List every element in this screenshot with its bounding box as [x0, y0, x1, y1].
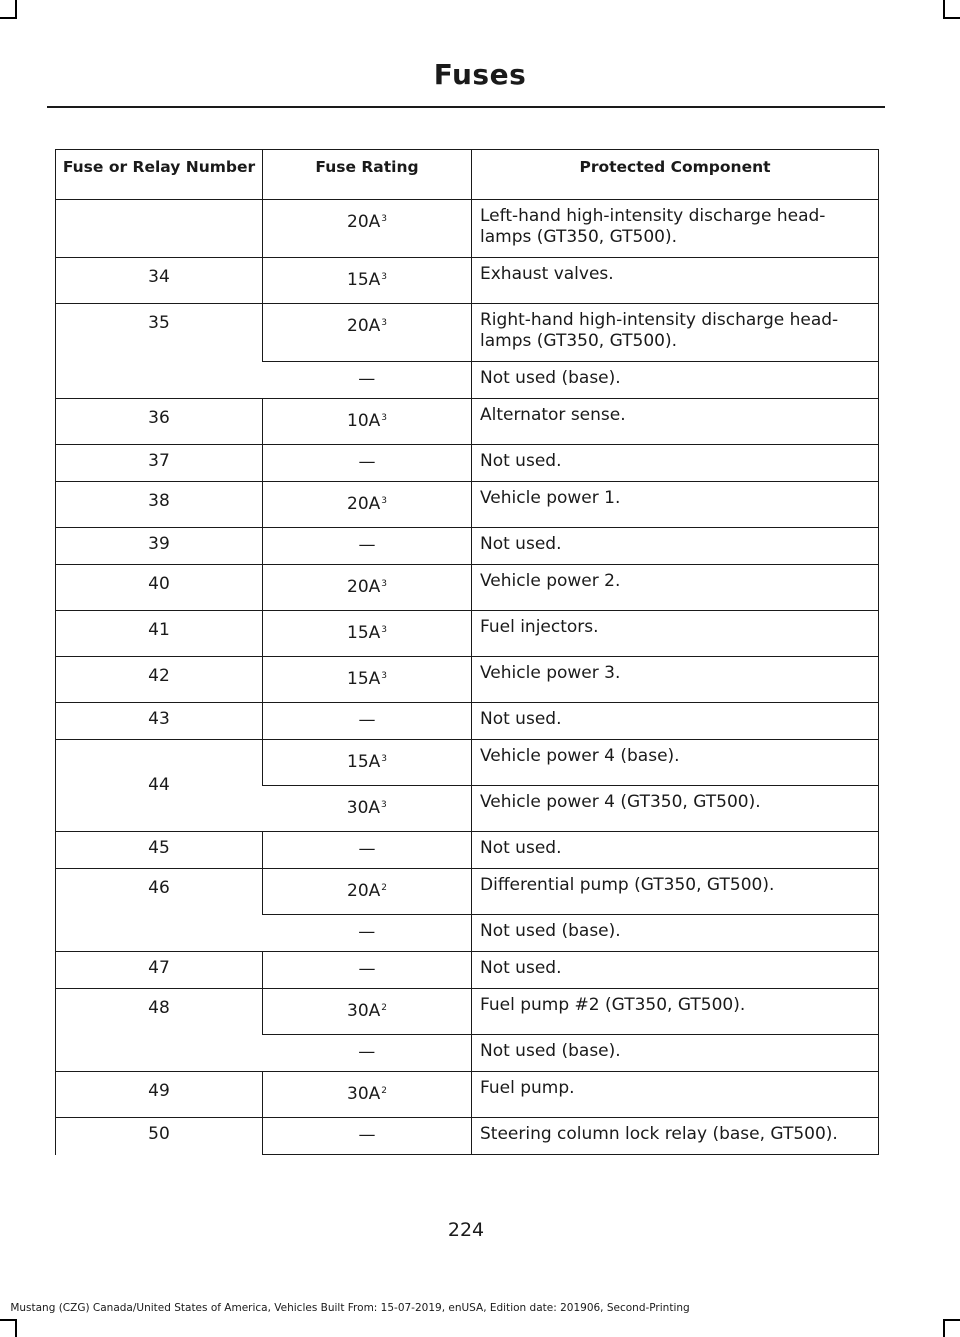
fuse-number: 40 [56, 565, 263, 611]
table-row [56, 565, 879, 611]
table-row [56, 1072, 879, 1118]
fuse-rating: — [263, 832, 472, 869]
crop-mark [943, 1319, 960, 1321]
crop-mark [0, 17, 17, 19]
fuse-rating: $30A^2$ [263, 1072, 472, 1118]
protected-component: Not used. [472, 528, 879, 565]
protected-component: Not used. [472, 703, 879, 740]
column-header: Fuse or Relay Number [56, 150, 263, 200]
fuse-rating: $10A^3$ [263, 399, 472, 445]
fuse-number: 45 [56, 832, 263, 869]
fuse-number: 47 [56, 952, 263, 989]
fuse-rating: — [263, 952, 472, 989]
fuse-number: 38 [56, 482, 263, 528]
protected-component: Fuel pump. [472, 1072, 879, 1118]
table-row [56, 657, 879, 703]
protected-component: Alternator sense. [472, 399, 879, 445]
fuse-rating: $20A^3$ [263, 482, 472, 528]
table-row [56, 445, 879, 482]
protected-component: Not used (base). [472, 362, 879, 399]
crop-mark [0, 1319, 17, 1321]
protected-component: Vehicle power 1. [472, 482, 879, 528]
table-row [56, 1118, 879, 1155]
fuse-rating: — [263, 362, 472, 399]
protected-component: Vehicle power 4 (GT350, GT500). [472, 786, 879, 832]
fuse-number: 36 [56, 399, 263, 445]
page-number: 224 [447, 1219, 485, 1241]
table-row [56, 869, 879, 915]
table-row [56, 703, 879, 740]
table-row [56, 989, 879, 1035]
protected-component: Not used. [472, 952, 879, 989]
crop-mark [15, 0, 17, 18]
fuse-rating: — [263, 1118, 472, 1155]
table-row [56, 304, 879, 362]
footer-text: Mustang (CZG) Canada/United States of America, Vehicles Built From: 15-07-2019, enUSA, Edition date: 201906, Second-Printing [10, 1302, 690, 1314]
protected-component: Fuel injectors. [472, 611, 879, 657]
title-rule [47, 106, 885, 108]
page-title: Fuses [433, 58, 527, 91]
fuse-number: 50 [56, 1118, 263, 1155]
protected-component: Vehicle power 2. [472, 565, 879, 611]
fuse-rating: — [263, 445, 472, 482]
protected-component: Vehicle power 4 (base). [472, 740, 879, 786]
protected-component: Not used. [472, 445, 879, 482]
protected-component: Not used. [472, 832, 879, 869]
protected-component: Not used (base). [472, 1035, 879, 1072]
table-row [56, 482, 879, 528]
fuse-rating: $30A^2$ [263, 989, 472, 1035]
table-header-row [56, 150, 879, 200]
table-row [56, 399, 879, 445]
table-row [56, 952, 879, 989]
fuse-rating: $20A^3$ [263, 304, 472, 362]
fuse-rating: $20A^3$ [263, 200, 472, 258]
fuse-number: 35 [56, 304, 263, 399]
column-header: Protected Component [472, 150, 879, 200]
protected-component: Fuel pump #2 (GT350, GT500). [472, 989, 879, 1035]
fuse-number: 37 [56, 445, 263, 482]
protected-component: Right-hand high-intensity discharge head-lamps (GT350, GT500). [472, 304, 879, 362]
table-row [56, 258, 879, 304]
protected-component: Not used (base). [472, 915, 879, 952]
table-row [56, 832, 879, 869]
table-row [56, 200, 879, 258]
fuse-number: 49 [56, 1072, 263, 1118]
fuse-rating: — [263, 528, 472, 565]
fuse-number: 41 [56, 611, 263, 657]
crop-mark [943, 0, 945, 18]
fuse-rating: $15A^3$ [263, 258, 472, 304]
fuse-rating: $20A^3$ [263, 565, 472, 611]
protected-component: Steering column lock relay (base, GT500). [472, 1118, 879, 1155]
fuse-number: 43 [56, 703, 263, 740]
fuse-number: 48 [56, 989, 263, 1072]
fuse-table [55, 149, 879, 1155]
fuse-rating: — [263, 1035, 472, 1072]
fuse-rating: $15A^3$ [263, 657, 472, 703]
table-row [56, 611, 879, 657]
table-row [56, 740, 879, 786]
fuse-rating: $15A^3$ [263, 740, 472, 786]
fuse-number: 34 [56, 258, 263, 304]
fuse-number: 46 [56, 869, 263, 952]
fuse-number: 44 [56, 740, 263, 832]
fuse-rating: — [263, 915, 472, 952]
fuse-number: 42 [56, 657, 263, 703]
protected-component: Left-hand high-intensity discharge head-lamps (GT350, GT500). [472, 200, 879, 258]
fuse-rating: $20A^2$ [263, 869, 472, 915]
protected-component: Vehicle power 3. [472, 657, 879, 703]
crop-mark [943, 1319, 945, 1337]
column-header: Fuse Rating [263, 150, 472, 200]
table-row [56, 528, 879, 565]
fuse-number [56, 200, 263, 258]
crop-mark [15, 1319, 17, 1337]
fuse-rating: $15A^3$ [263, 611, 472, 657]
fuse-number: 39 [56, 528, 263, 565]
protected-component: Differential pump (GT350, GT500). [472, 869, 879, 915]
crop-mark [943, 17, 960, 19]
fuse-rating: — [263, 703, 472, 740]
protected-component: Exhaust valves. [472, 258, 879, 304]
fuse-rating: $30A^3$ [263, 786, 472, 832]
